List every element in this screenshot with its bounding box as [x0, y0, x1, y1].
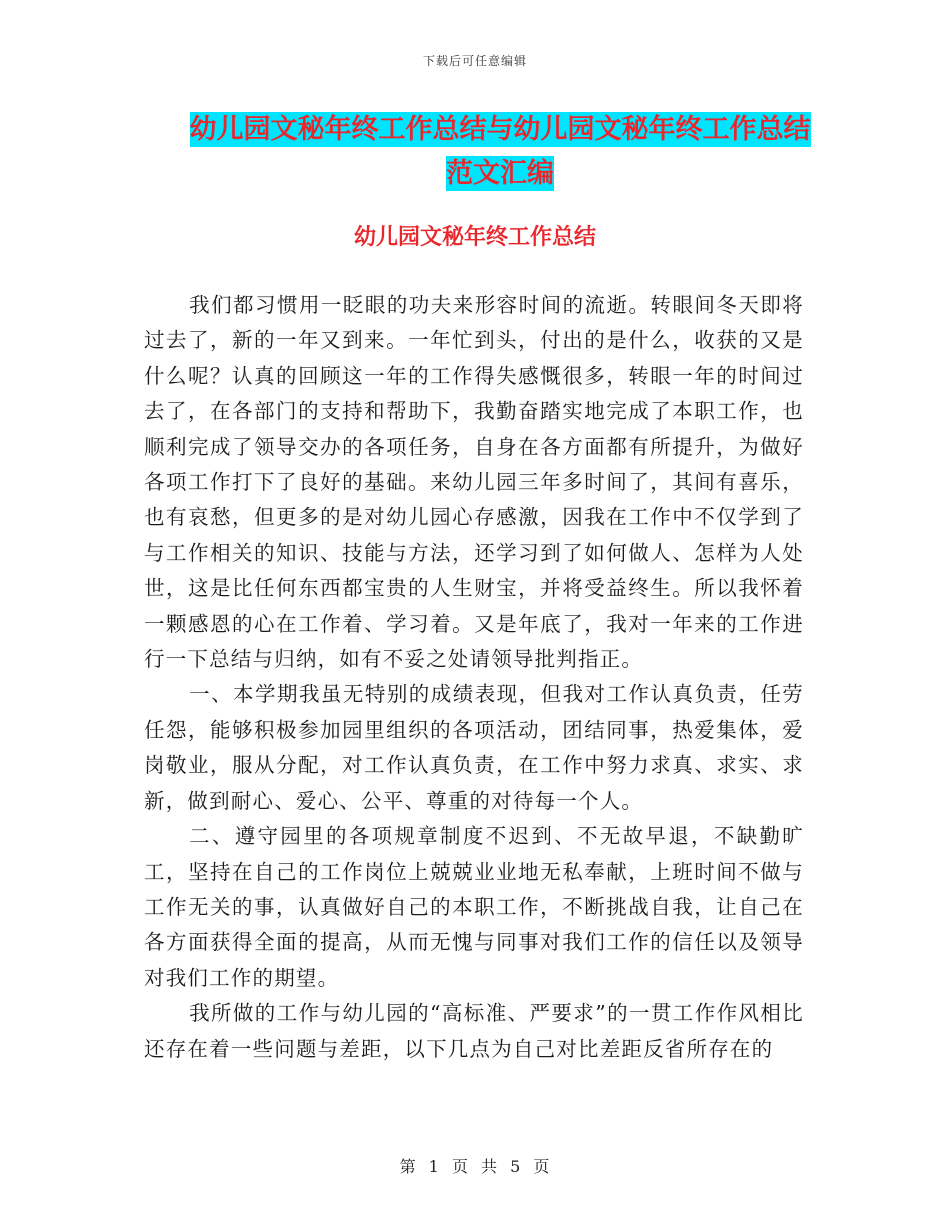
paragraph: 一、本学期我虽无特别的成绩表现，但我对工作认真负责，任劳任怨，能够积极参加园里组织的各项活动，团结同事，热爱集体，爱岗敬业，服从分配，对工作认真负责，在工作中努力求真、求实、求新，做到耐心、爱心、公平、尊重的对待每一个人。	[144, 682, 804, 813]
document-title-line-1: 幼儿园文秘年终工作总结与幼儿园文秘年终工作总结	[189, 114, 811, 145]
paragraph: 二、遵守园里的各项规章制度不迟到、不无故早退，不缺勤旷工，坚持在自己的工作岗位上兢兢业业地无私奉献，上班时间不做与工作无关的事，认真做好自己的本职工作，不断挑战自我，让自己在各方面获得全面的提高，从而无愧与同事对我们工作的信任以及领导对我们工作的期望。	[144, 824, 804, 990]
document-title	[140, 108, 860, 196]
header-note: 下载后可任意编辑	[422, 54, 527, 68]
page-footer: 第 1 页 共 5 页	[399, 1157, 551, 1176]
section-title: 幼儿园文秘年终工作总结	[353, 225, 596, 250]
body-text	[144, 288, 804, 1067]
paragraph: 我们都习惯用一眨眼的功夫来形容时间的流逝。转眼间冬天即将过去了，新的一年又到来。一年忙到头，付出的是什么，收获的又是什么呢？认真的回顾这一年的工作得失感慨很多，转眼一年的时间过去了，在各部门的支持和帮助下，我勤奋踏实地完成了本职工作，也顺利完成了领导交办的各项任务，自身在各方面都有所提升，为做好各项工作打下了良好的基础。来幼儿园三年多时间了，其间有喜乐，也有哀愁，但更多的是对幼儿园心存感激，因我在工作中不仅学到了与工作相关的知识、技能与方法，还学习到了如何做人、怎样为人处世，这是比任何东西都宝贵的人生财宝，并将受益终生。所以我怀着一颗感恩的心在工作着、学习着。又是年底了，我对一年来的工作进行一下总结与归纳，如有不妥之处请领导批判指正。	[144, 293, 804, 672]
paragraph: 我所做的工作与幼儿园的“高标准、严要求”的一贯工作作风相比还存在着一些问题与差距，以下几点为自己对比差距反省所存在的	[144, 1001, 804, 1061]
document-title-line-2: 范文汇编	[446, 158, 554, 189]
